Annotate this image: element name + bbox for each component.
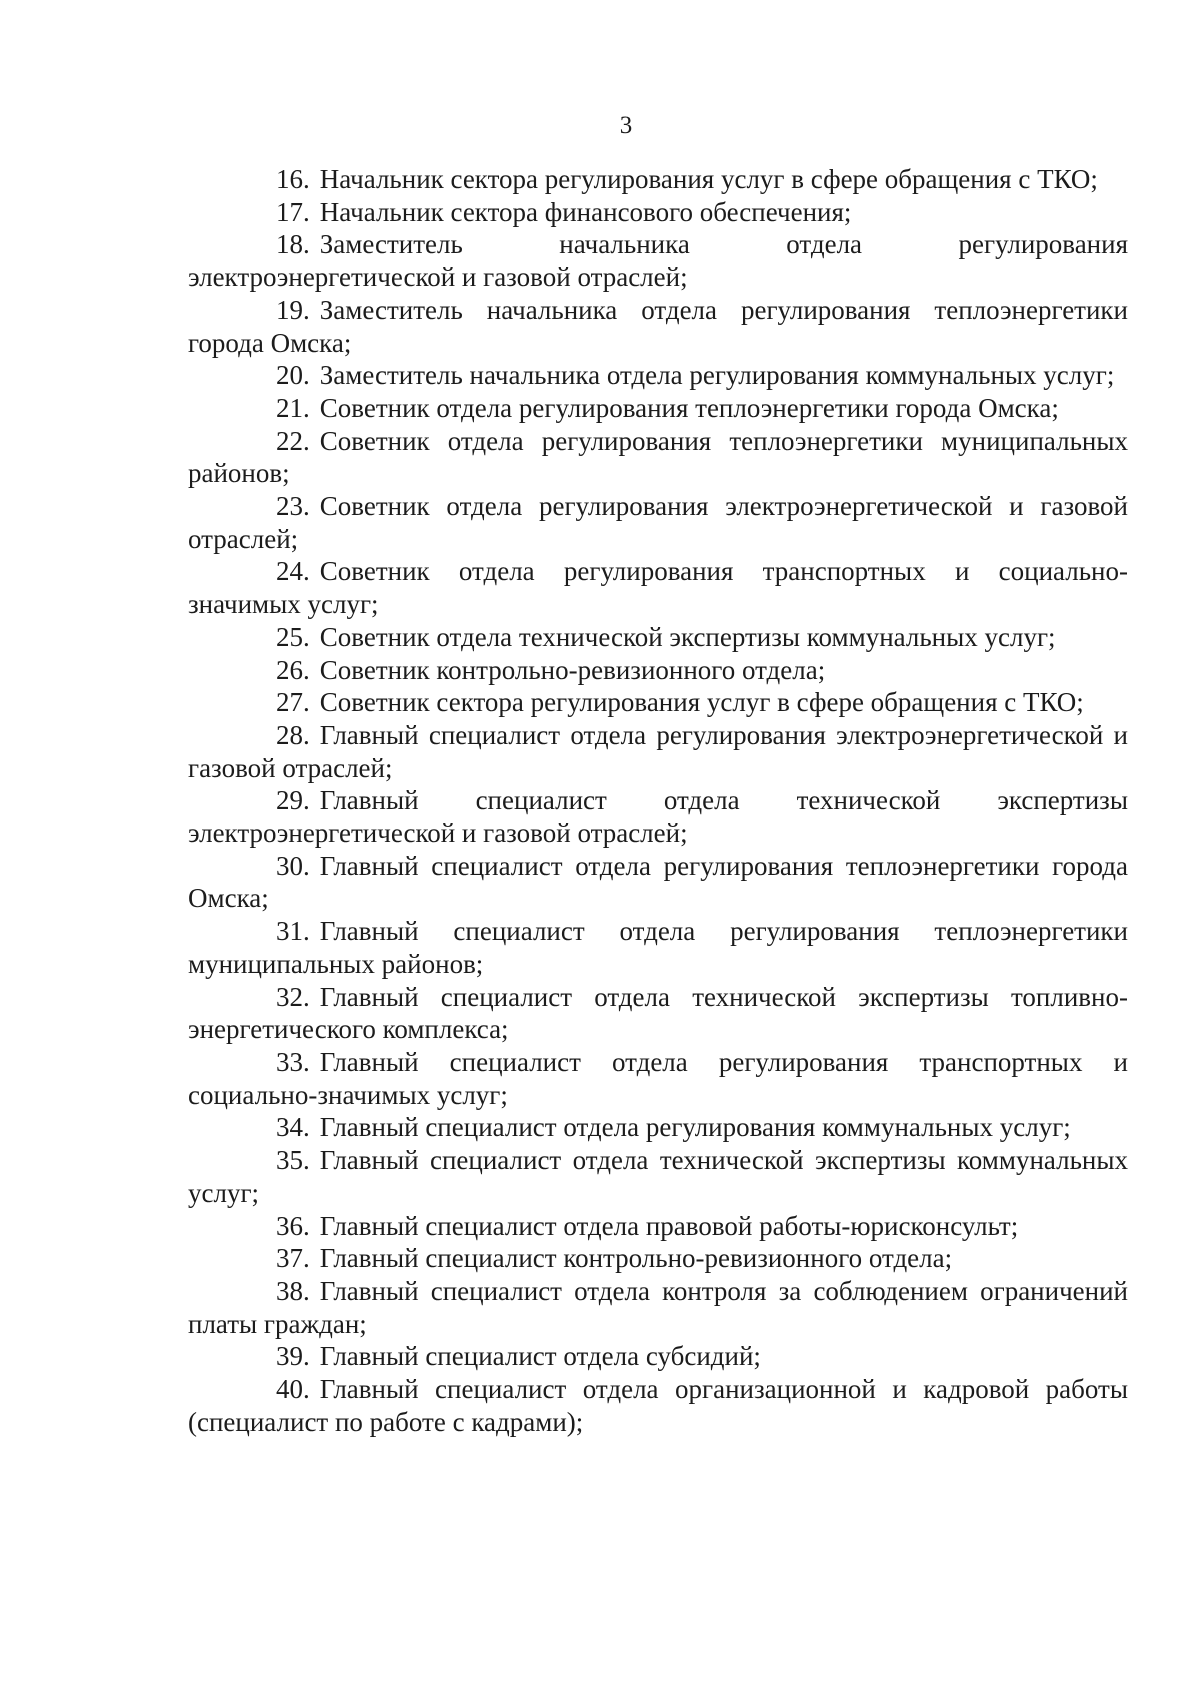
item-text: Главный специалист отдела регулирования коммунальных услуг; — [319, 1112, 1071, 1143]
item-text: Советник отдела регулирования теплоэнергетики города Омска; — [319, 392, 1059, 423]
item-text: Советник отдела технической экспертизы коммунальных услуг; — [319, 621, 1056, 652]
item-text: Главный специалист отдела контроля за соблюдением ограничений платы граждан; — [188, 1275, 1128, 1339]
item-text: Советник отдела регулирования теплоэнергетики муниципальных районов; — [188, 425, 1128, 489]
item-text: Заместитель начальника отдела регулирования коммунальных услуг; — [319, 360, 1115, 391]
item-text: Главный специалист отдела регулирования теплоэнергетики муниципальных районов; — [188, 916, 1128, 979]
list-item — [188, 654, 1128, 687]
page-number: 3 — [619, 112, 633, 139]
item-text: Советник контрольно-ревизионного отдела; — [319, 654, 826, 685]
list-item — [188, 425, 1128, 490]
list-item — [188, 294, 1128, 359]
item-text: Главный специалист отдела технической экспертизы электроэнергетической и газовой отраслей; — [188, 785, 1128, 849]
list-item — [188, 915, 1128, 980]
item-number: 25. — [276, 621, 310, 652]
item-number: 40. — [276, 1374, 310, 1405]
item-number: 32. — [276, 981, 310, 1012]
list-item — [188, 621, 1128, 654]
item-text: Главный специалист отдела субсидий; — [319, 1341, 761, 1372]
item-number: 17. — [276, 196, 310, 227]
item-number: 29. — [276, 785, 310, 816]
position-list — [188, 163, 1128, 1438]
list-item — [188, 784, 1128, 849]
list-item — [188, 1242, 1128, 1275]
item-number: 23. — [276, 491, 310, 522]
item-number: 24. — [276, 556, 310, 587]
item-number: 22. — [276, 425, 310, 456]
list-item — [188, 228, 1128, 293]
list-item — [188, 1340, 1128, 1373]
list-item — [188, 196, 1128, 229]
item-text: Заместитель начальника отдела регулирования теплоэнергетики города Омска; — [188, 294, 1128, 358]
item-text: Советник отдела регулирования электроэнергетической и газовой отраслей; — [188, 491, 1128, 554]
list-item — [188, 392, 1128, 425]
list-item — [188, 163, 1128, 196]
item-text: Советник сектора регулирования услуг в сфере обращения с ТКО; — [319, 687, 1084, 718]
item-text: Главный специалист отдела регулирования транспортных и социально-значимых услуг; — [188, 1046, 1128, 1110]
list-item — [188, 1275, 1128, 1340]
item-number: 26. — [276, 654, 310, 685]
item-text: Главный специалист отдела технической экспертизы коммунальных услуг; — [188, 1145, 1128, 1208]
list-item — [188, 1210, 1128, 1243]
item-text: Главный специалист контрольно-ревизионного отдела; — [319, 1243, 953, 1274]
item-text: Главный специалист отдела правовой работы-юрисконсульт; — [319, 1210, 1019, 1241]
item-text: Начальник сектора финансового обеспечения; — [319, 196, 852, 227]
item-number: 16. — [276, 164, 310, 194]
list-item — [188, 1111, 1128, 1144]
item-number: 33. — [276, 1046, 310, 1077]
item-number: 34. — [276, 1112, 310, 1143]
item-text: Главный специалист отдела организационной и кадровой работы (специалист по работе с кадрами); — [188, 1374, 1128, 1437]
item-number: 37. — [276, 1243, 310, 1274]
item-number: 31. — [276, 916, 310, 947]
item-text: Заместитель начальника отдела регулирования электроэнергетической и газовой отраслей; — [188, 229, 1128, 293]
item-number: 30. — [276, 850, 310, 881]
list-item — [188, 850, 1128, 915]
item-number: 19. — [276, 294, 310, 325]
item-number: 20. — [276, 360, 310, 391]
item-number: 39. — [276, 1341, 310, 1372]
list-item — [188, 490, 1128, 555]
item-number: 18. — [276, 229, 310, 260]
list-item — [188, 1373, 1128, 1438]
list-item — [188, 981, 1128, 1046]
list-item — [188, 1046, 1128, 1111]
item-text: Начальник сектора регулирования услуг в сфере обращения с ТКО; — [319, 164, 1098, 194]
list-item — [188, 719, 1128, 784]
item-text: Главный специалист отдела регулирования электроэнергетической и газовой отраслей; — [188, 719, 1128, 783]
item-number: 38. — [276, 1275, 310, 1306]
item-text: Советник отдела регулирования транспортных и социально-значимых услуг; — [188, 556, 1128, 620]
item-number: 27. — [276, 687, 310, 718]
item-number: 28. — [276, 719, 310, 750]
item-number: 35. — [276, 1145, 310, 1176]
list-item — [188, 359, 1128, 392]
list-item — [188, 686, 1128, 719]
item-text: Главный специалист отдела регулирования теплоэнергетики города Омска; — [188, 850, 1128, 914]
list-item — [188, 1144, 1128, 1209]
list-item — [188, 555, 1128, 620]
item-text: Главный специалист отдела технической экспертизы топливно-энергетического комплекса; — [188, 981, 1128, 1045]
item-number: 21. — [276, 392, 310, 423]
item-number: 36. — [276, 1210, 310, 1241]
